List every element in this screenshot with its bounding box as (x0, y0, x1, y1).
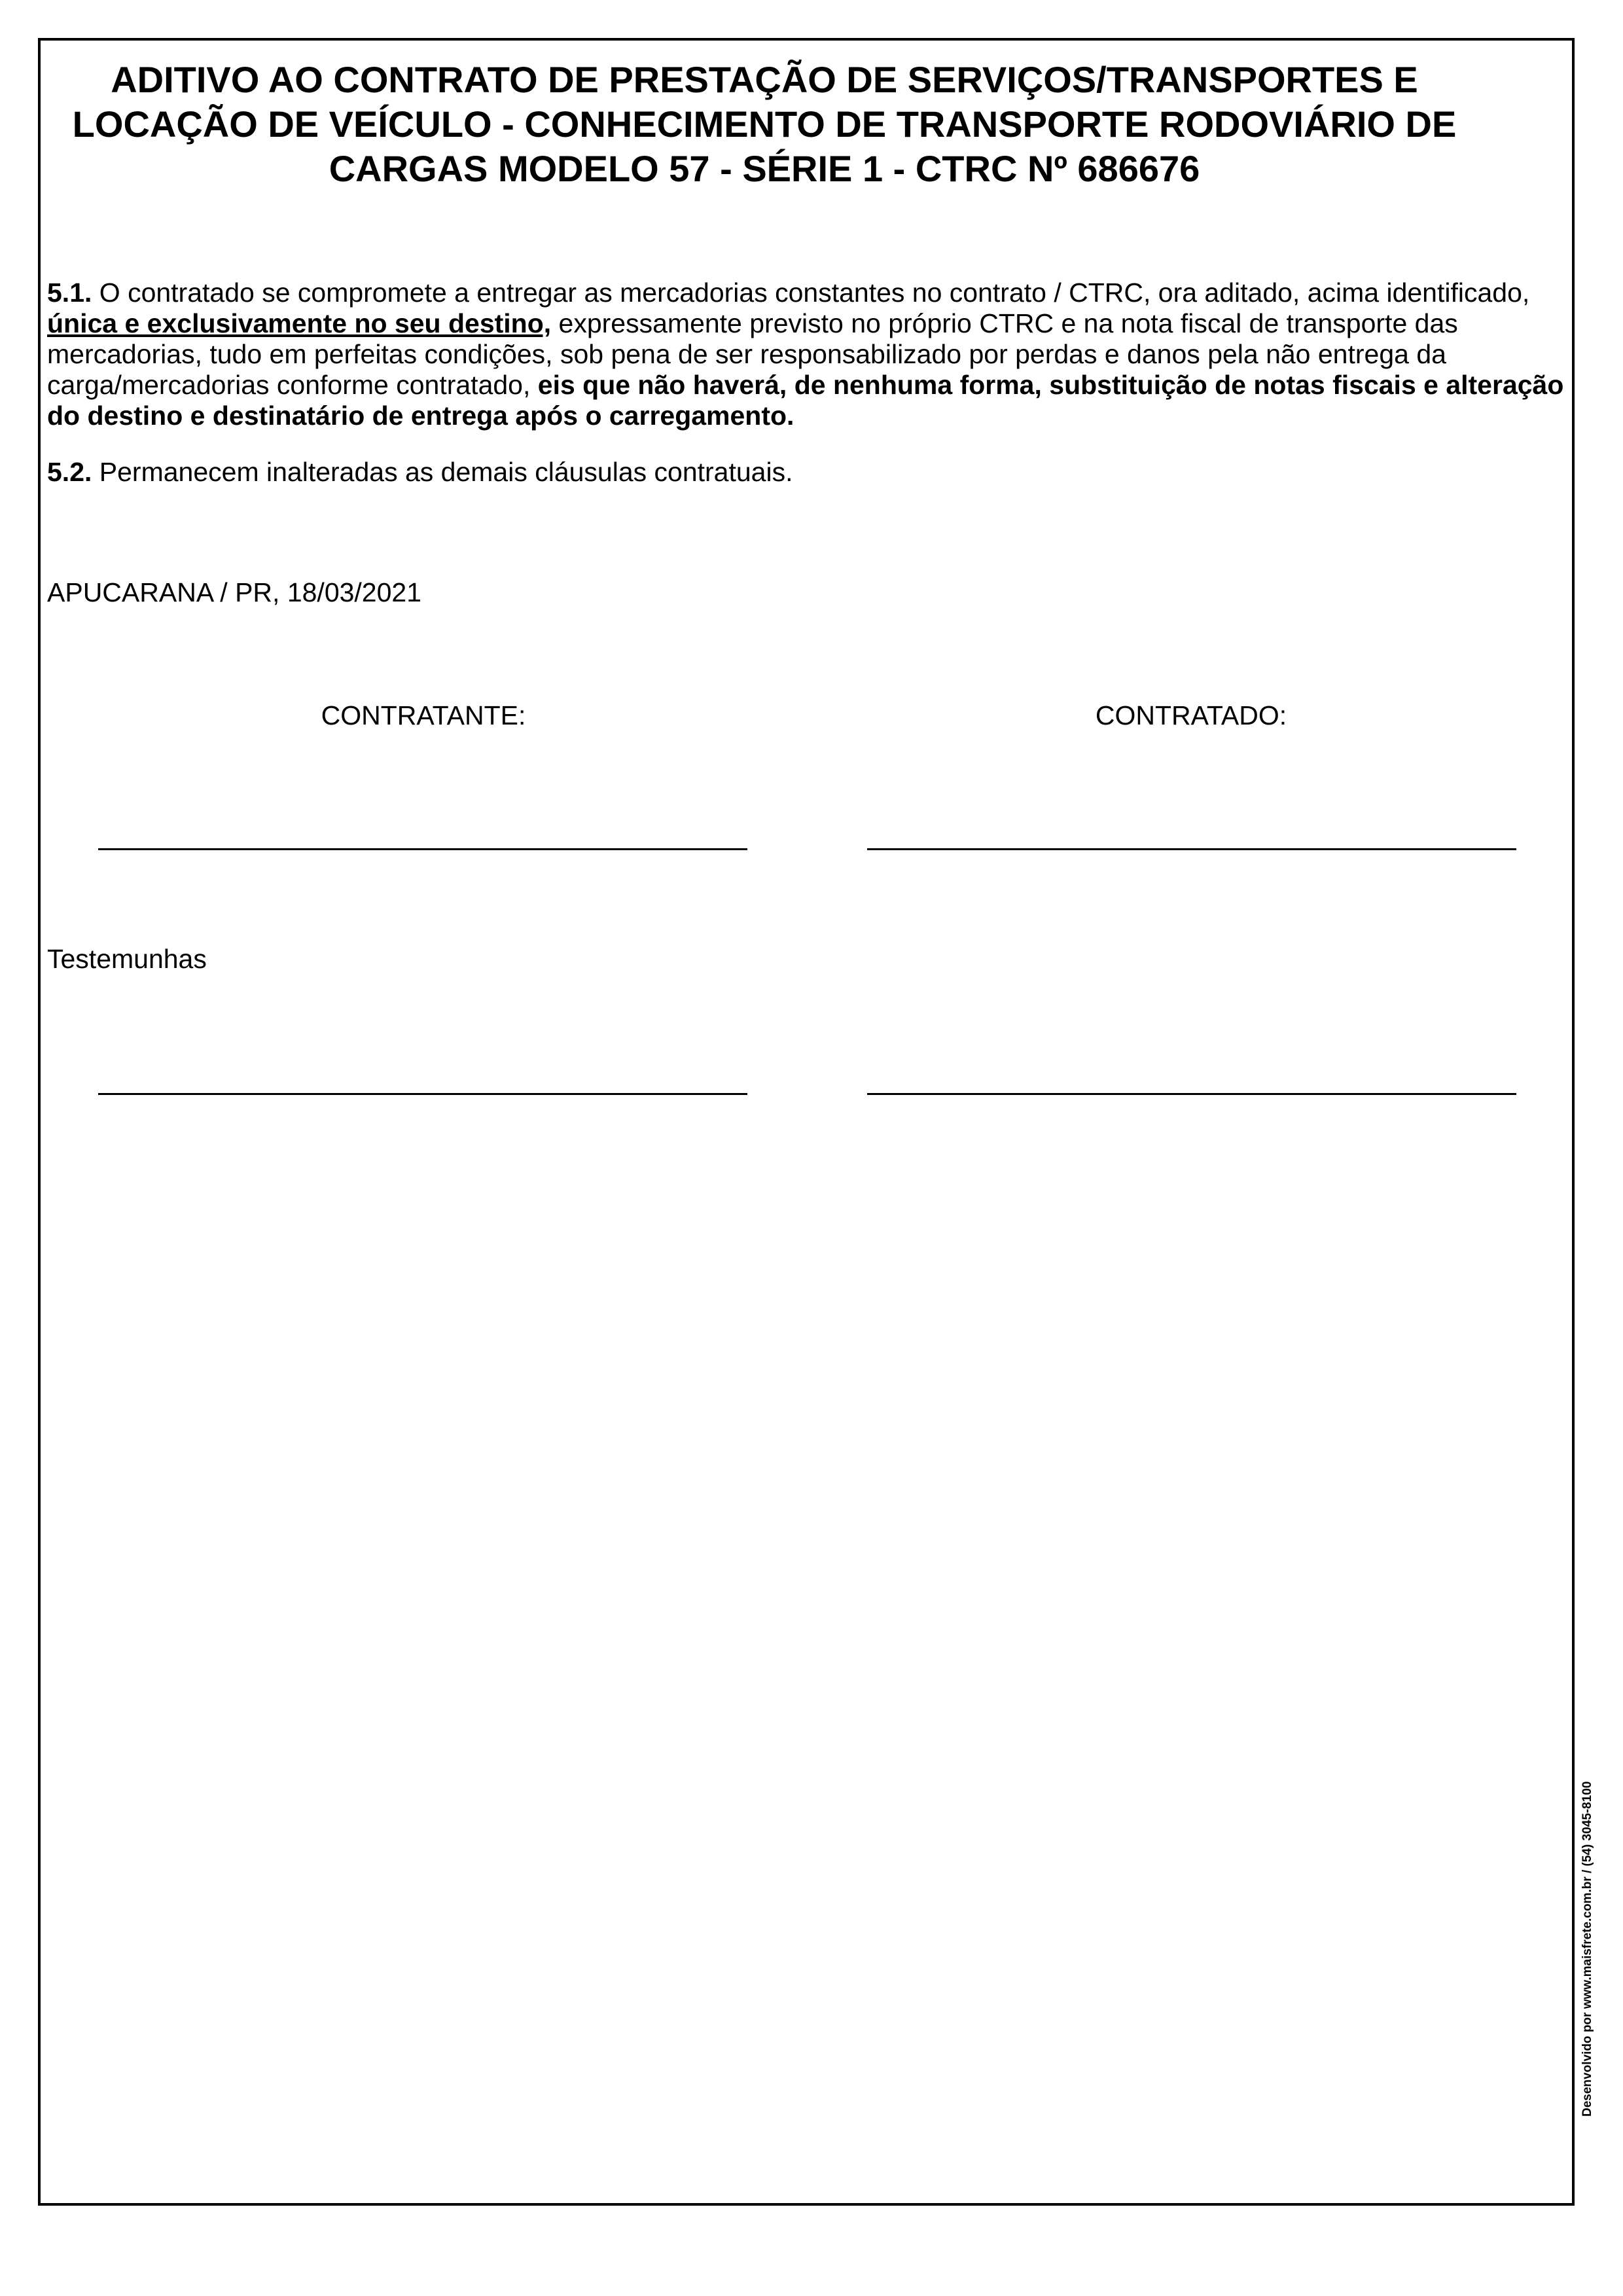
clause-5-1-line-3: mercadorias, tudo em perfeitas condições, sob pena de ser responsabilizado por perdas e danos pela não entrega da (47, 339, 1446, 369)
title-line-3: CARGAS MODELO 57 - SÉRIE 1 - CTRC Nº 686676 (329, 148, 1200, 189)
developer-credit: Desenvolvido por www.maisfrete.com.br / (54) 3045-8100 (1580, 1781, 1594, 2117)
contratado-signature-line (867, 848, 1516, 850)
clause-5-2-number: 5.2. (47, 457, 92, 487)
place-and-date: APUCARANA / PR, 18/03/2021 (47, 577, 422, 607)
clause-5-1 (47, 278, 1572, 431)
title-line-2: LOCAÇÃO DE VEÍCULO - CONHECIMENTO DE TRANSPORTE RODOVIÁRIO DE (72, 103, 1457, 145)
witnesses-label: Testemunhas (47, 944, 207, 974)
clause-5-1-number: 5.1. (47, 278, 92, 308)
contratante-label: CONTRATANTE: (321, 700, 526, 730)
clause-5-2-text: Permanecem inalteradas as demais cláusulas contratuais. (92, 457, 793, 487)
clause-5-1-line-1: O contratado se compromete a entregar as mercadorias constantes no contrato / CTRC, ora aditado, acima identificado, (92, 278, 1530, 308)
clause-5-1-line-4: carga/mercadorias conforme contratado, (47, 370, 538, 400)
witness-2-signature-line (867, 1093, 1516, 1095)
clause-5-1-line-4-bold: eis que não haverá, de nenhuma forma, substituição de notas fiscais e alteração (537, 370, 1564, 400)
clause-5-1-line-2: expressamente previsto no próprio CTRC e na nota fiscal de transporte das (551, 308, 1458, 338)
witness-1-signature-line (98, 1093, 747, 1095)
clause-5-2 (47, 457, 1572, 488)
contratado-label: CONTRATADO: (1095, 700, 1287, 730)
clause-5-1-emphasis: única e exclusivamente no seu destino, (47, 308, 552, 338)
title-line-1: ADITIVO AO CONTRATO DE PRESTAÇÃO DE SERVIÇOS/TRANSPORTES E (111, 59, 1418, 100)
contratante-signature-line (98, 848, 747, 850)
clause-5-1-line-5-bold: do destino e destinatário de entrega após o carregamento. (47, 401, 794, 431)
document-title (45, 58, 1484, 191)
